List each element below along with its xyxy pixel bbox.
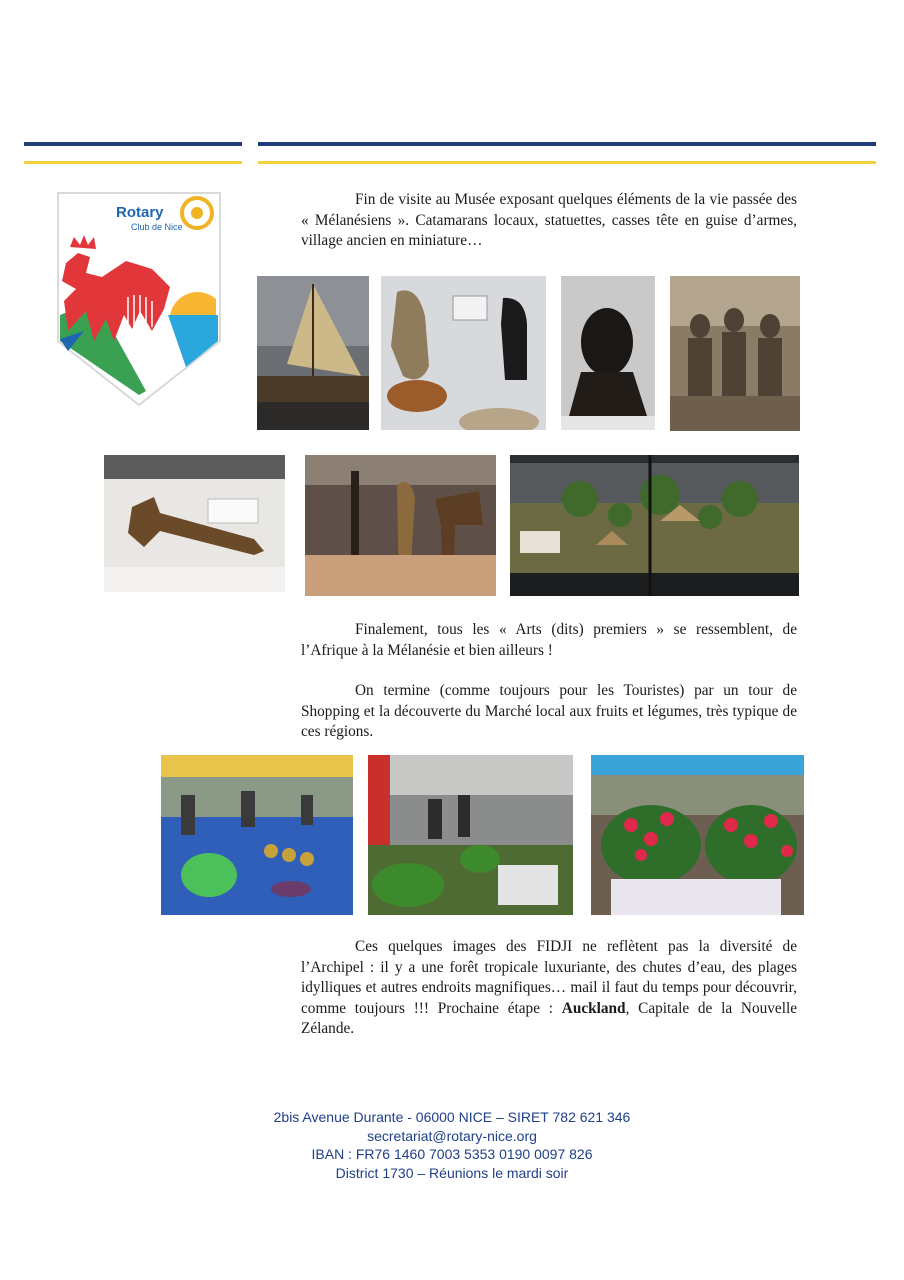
header-rule-blue-right [258, 142, 876, 146]
museum-old-group-photo [670, 276, 800, 431]
museum-catamaran-photo [257, 276, 369, 430]
header-rule-blue-left [24, 142, 242, 146]
paragraph-shopping-market: On termine (comme toujours pour les Touristes) par un tour de Shopping et la découverte du Marché local aux fruits et légumes, très typique de ces régions. [301, 682, 797, 740]
market-vegetables-photo [161, 755, 353, 915]
museum-miniature-village-photo [510, 455, 799, 596]
logo-rotary-text: Rotary [116, 204, 164, 221]
museum-club-weapon-photo [104, 455, 285, 592]
museum-carved-clubs-photo [305, 455, 496, 596]
footer-contact [0, 1108, 904, 1182]
paragraph-museum-intro: Fin de visite au Musée exposant quelques éléments de la vie passée des « Mélanésiens ». Catamarans locaux, statuettes, casses tête en guise d’armes, village ancien en miniature… [301, 191, 797, 249]
market-flowers-photo [591, 755, 804, 915]
footer-iban: IBAN : FR76 1460 7003 5353 0190 0097 826 [311, 1146, 593, 1162]
footer-district: District 1730 – Réunions le mardi soir [335, 1164, 569, 1181]
next-stop-city: Auckland [561, 999, 626, 1017]
logo-club-text: Club de Nice [131, 222, 183, 232]
paragraph-premier-arts: Finalement, tous les « Arts (dits) premiers » se ressemblent, de l’Afrique à la Mélanésie et bien ailleurs ! [301, 621, 797, 659]
museum-black-bust-photo [561, 276, 655, 430]
header-rule-yellow-left [24, 161, 242, 164]
market-greens-hall-photo [368, 755, 573, 915]
header-rule-yellow-right [258, 161, 876, 164]
footer-email[interactable]: secretariat@rotary-nice.org [367, 1127, 537, 1144]
museum-statuettes-photo [381, 276, 546, 430]
footer-address: 2bis Avenue Durante - 06000 NICE – SIRET 782 621 346 [273, 1109, 631, 1125]
paragraph-fidji-conclusion: Ces quelques images des FIDJI ne reflètent pas la diversité de l’Archipel : il y a une forêt tropicale luxuriante, des chutes d’eau, des plages idylliques et autres endroits magnifiques… mail il faut du temps pour découvrir, comme toujours !!! Prochaine étape : Auckland, Capitale de la Nouvelle Zélande. [301, 938, 798, 1037]
